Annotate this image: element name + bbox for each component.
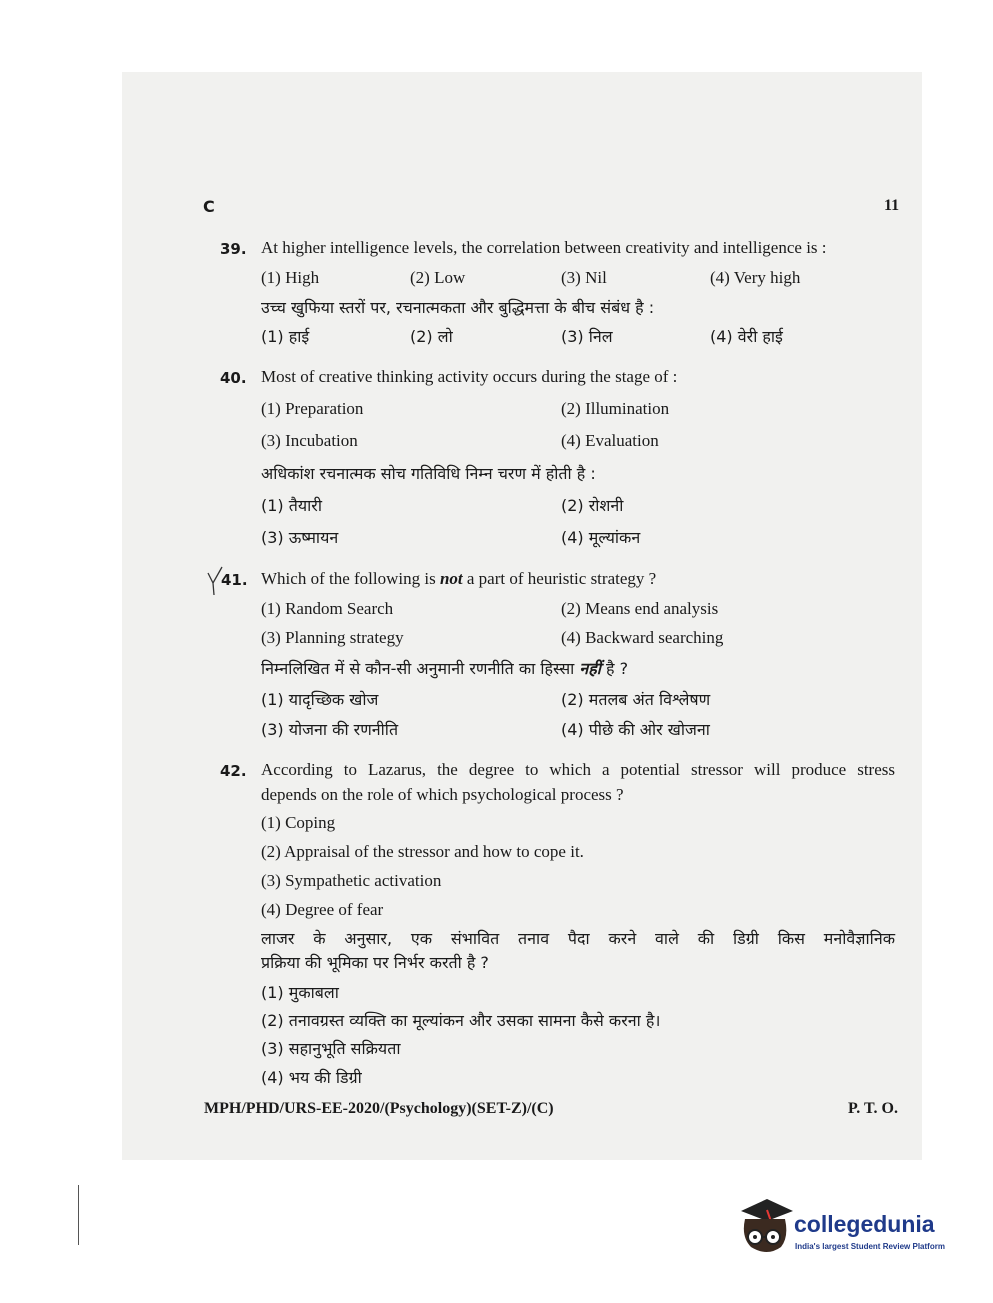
option-2: (2) Appraisal of the stressor and how to cope it. (261, 842, 584, 861)
option-4-hindi: (4) वेरी हाई (710, 327, 783, 346)
emphasis-nahi: नहीं (579, 659, 601, 678)
option-1: (1) High (261, 268, 320, 287)
option-1-hindi: (1) हाई (261, 327, 310, 346)
collegedunia-logo (737, 1197, 967, 1267)
option-3: (3) Planning strategy (261, 628, 404, 647)
paper-code: MPH/PHD/URS-EE-2020/(Psychology)(SET-Z)/(C) (204, 1100, 554, 1117)
question-number: 39. (220, 240, 247, 258)
option-3: (3) Incubation (261, 431, 358, 450)
question-text: Most of creative thinking activity occurs during the stage of : (261, 367, 678, 386)
option-2-hindi: (2) लो (410, 327, 453, 346)
option-1-hindi: (1) मुकाबला (261, 983, 339, 1002)
option-4: (4) Evaluation (561, 431, 659, 450)
option-4: (4) Very high (710, 268, 801, 287)
option-1: (1) Preparation (261, 399, 364, 418)
brand-tagline: India's largest Student Review Platform (795, 1242, 945, 1251)
option-4-hindi: (4) भय की डिग्री (261, 1068, 362, 1087)
option-2-hindi: (2) मतलब अंत विश्लेषण (561, 690, 711, 709)
question-number: 42. (220, 762, 247, 780)
question-text-hindi: निम्नलिखित में से कौन-सी अनुमानी रणनीति का हिस्सा नहीं है ? (261, 659, 629, 678)
question-number: 40. (220, 369, 247, 387)
option-1-hindi: (1) यादृच्छिक खोज (261, 690, 379, 709)
scan-edge-line (78, 1185, 79, 1245)
option-3-hindi: (3) योजना की रणनीति (261, 720, 399, 739)
option-1: (1) Coping (261, 813, 336, 832)
option-3-hindi: (3) ऊष्मायन (261, 528, 339, 547)
option-3: (3) Nil (561, 268, 607, 287)
question-text: At higher intelligence levels, the correlation between creativity and intelligence is : (261, 238, 827, 257)
page-number: 11 (884, 197, 900, 214)
question-number: 41. (221, 571, 248, 589)
set-letter: C (203, 197, 215, 216)
brand-name: collegedunia (794, 1211, 935, 1237)
option-2: (2) Illumination (561, 399, 670, 418)
option-2: (2) Low (410, 268, 466, 287)
question-text-hindi-line-1: लाजर के अनुसार, एक संभावित तनाव पैदा करने वाले की डिग्री किस मनोवैज्ञानिक (261, 929, 895, 948)
option-2-hindi: (2) तनावग्रस्त व्यक्ति का मूल्यांकन और उसका सामना कैसे करना है। (261, 1011, 661, 1030)
mascot-icon (737, 1197, 795, 1257)
option-3-hindi: (3) सहानुभूति सक्रियता (261, 1039, 401, 1058)
question-text: Which of the following is not a part of heuristic strategy ? (261, 569, 657, 588)
option-1-hindi: (1) तैयारी (261, 496, 322, 515)
option-2-hindi: (2) रोशनी (561, 496, 624, 515)
emphasis-not: not (439, 569, 463, 588)
option-4: (4) Degree of fear (261, 900, 384, 919)
question-text-hindi: अधिकांश रचनात्मक सोच गतिविधि निम्न चरण में होती है : (261, 464, 596, 483)
scanned-page (122, 72, 922, 1160)
option-4: (4) Backward searching (561, 628, 724, 647)
pto-label: P. T. O. (848, 1100, 898, 1117)
option-2: (2) Means end analysis (561, 599, 719, 618)
option-3-hindi: (3) निल (561, 327, 613, 346)
option-4-hindi: (4) पीछे की ओर खोजना (561, 720, 710, 739)
question-text-hindi: उच्च खुफिया स्तरों पर, रचनात्मकता और बुद्धिमत्ता के बीच संबंध है : (261, 298, 655, 317)
option-3: (3) Sympathetic activation (261, 871, 442, 890)
option-1: (1) Random Search (261, 599, 394, 618)
question-text-line-2: depends on the role of which psychological process ? (261, 785, 624, 804)
question-text-line-1: According to Lazarus, the degree to which a potential stressor will produce stress (261, 760, 895, 779)
option-4-hindi: (4) मूल्यांकन (561, 528, 641, 547)
question-text-hindi-line-2: प्रक्रिया की भूमिका पर निर्भर करती है ? (261, 953, 489, 972)
